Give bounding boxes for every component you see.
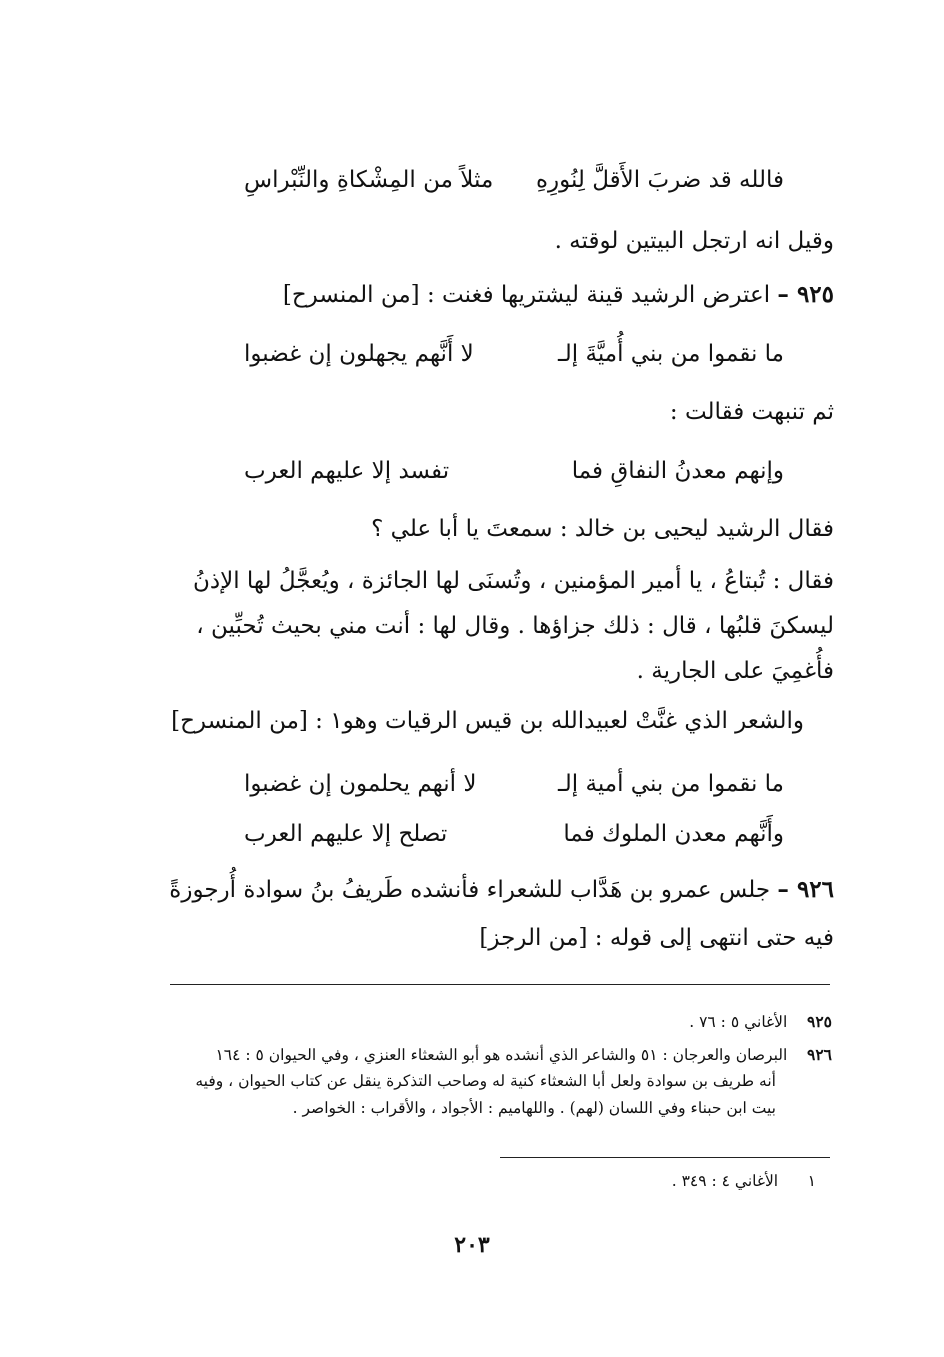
footnote-number: ١: [807, 1172, 816, 1190]
entry-heading-925: [283, 279, 834, 311]
prose-line: فيه حتى انتهى إلى قوله : [من الرجز]: [479, 925, 834, 951]
footnote-number: ٩٢٥: [807, 1012, 832, 1031]
prose-line: ثم تنبهت فقالت :: [669, 399, 834, 425]
footnote-text: الأغاني ٥ : ٧٦ .: [689, 1013, 788, 1031]
entry-heading-926: [169, 874, 834, 906]
verse-first-hemistich: ما نقموا من بني أُميَّةَ إلـ: [558, 341, 784, 367]
prose-line: ليسكنَ قلبُها ، قال : ذلك جزاؤها . وقال لها : أنت مني بحيث تُحبِّين ،: [196, 613, 834, 639]
footnote-text: الأغاني ٤ : ٣٤٩ .: [671, 1172, 779, 1190]
entry-number: ٩٢٦ –: [777, 876, 834, 903]
verse-first-hemistich: ما نقموا من بني أمية إلـ: [558, 771, 784, 797]
footnote-926: [172, 1041, 832, 1069]
verse-second-hemistich: تصلح إلا عليهم العرب: [244, 821, 448, 847]
prose-line: فقال : تُبتاعُ ، يا أمير المؤمنين ، وتُسنَى لها الجائزة ، ويُعجَّلُ لها الإذنُ: [192, 568, 834, 594]
footnote-continuation: أنه طريف بن سوادة ولعل أبا الشعثاء كنية له وصاحب التذكرة ينقل عن كتاب الحيوان ، وفيه: [195, 1072, 776, 1090]
entry-text: جلس عمرو بن هَدَّاب للشعراء فأنشده طَريفُ بنُ سوادة أُرجوزةً: [169, 877, 771, 903]
verse-first-hemistich: وإنهم معدنُ النفاقِ فما: [571, 458, 784, 484]
footnote-divider: [170, 984, 830, 985]
prose-line: وقيل انه ارتجل البيتين لوقته .: [554, 228, 834, 254]
prose-line: فقال الرشيد ليحيى بن خالد : سمعتَ يا أبا علي ؟: [371, 516, 834, 542]
footnote-1: [416, 1168, 816, 1195]
verse-second-hemistich: تفسد إلا عليهم العرب: [244, 458, 450, 484]
footnote-text-line: البرصان والعرجان : ٥١ والشاعر الذي أنشده هو أبو الشعثاء العنزي ، وفي الحيوان ٥ : ١٦٤: [215, 1046, 788, 1064]
footnote-continuation: بيت ابن حبناء وفي اللسان (لهم) . واللهاميم : الأجواد ، والأقراب : الخواصر .: [292, 1099, 776, 1117]
verse-first-hemistich: فالله قد ضربَ الأَقلَّ لِنُورِهِ: [535, 167, 784, 193]
page-number: ٢٠٣: [454, 1232, 490, 1258]
entry-number: ٩٢٥ –: [777, 281, 834, 308]
prose-line: والشعر الذي غنَّتْ لعبيدالله بن قيس الرقيات وهو١ : [من المنسرح]: [171, 708, 804, 734]
footnote-number: ٩٢٦: [807, 1045, 832, 1064]
verse-second-hemistich: مثلاً من المِشْكاةِ والنِّبْراسِ: [244, 167, 494, 193]
footnote-divider-short: [500, 1157, 830, 1158]
prose-line: فأُغمِيَ على الجارية .: [636, 658, 834, 684]
verse-first-hemistich: وأَنَّهم معدن الملوك فما: [563, 821, 784, 847]
verse-second-hemistich: لا أنهم يحلمون إن غضبوا: [244, 771, 477, 797]
footnote-925: [172, 1008, 832, 1036]
entry-text: اعترض الرشيد قينة ليشتريها فغنت : [من المنسرح]: [282, 282, 771, 308]
verse-second-hemistich: لا أَنَّهم يجهلون إن غضبوا: [244, 341, 474, 367]
